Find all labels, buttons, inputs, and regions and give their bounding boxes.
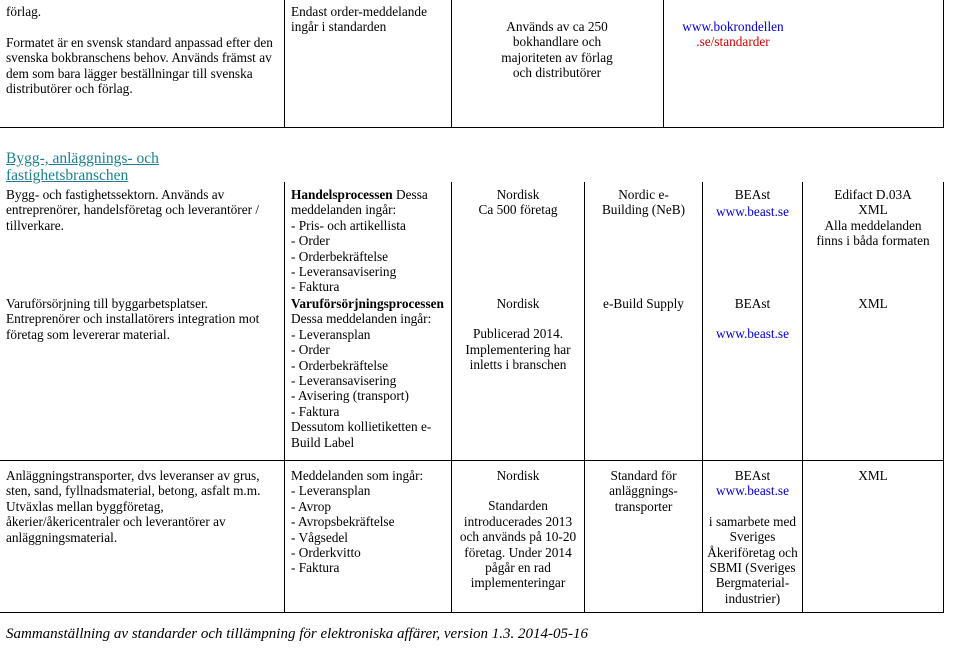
- text-line: Åkeriföretag och: [707, 544, 798, 560]
- text-line: Standard för: [610, 468, 677, 483]
- text-line: företag som levererar material.: [6, 326, 170, 342]
- text-line: Dessutom kollietiketten e-: [291, 419, 432, 435]
- text-line: - Vågsedel: [291, 529, 348, 545]
- process-title: Handelsprocessen: [291, 187, 393, 202]
- text-line: meddelanden ingår:: [291, 202, 397, 218]
- row-b-format: [803, 296, 943, 311]
- org-name: BEAst: [734, 296, 771, 311]
- text-line: Nordisk: [496, 468, 540, 483]
- text-line: distributörer och förlag.: [6, 81, 133, 97]
- text-line: åkerier/åkericentraler och leverantörer av: [6, 514, 226, 530]
- process-title-rest: Dessa: [392, 187, 428, 202]
- text-line: - Leveransplan: [291, 326, 371, 342]
- text-line: Dessa meddelanden ingår:: [291, 311, 432, 327]
- text-line: - Leveransplan: [291, 483, 371, 499]
- text-line: förlag.: [6, 4, 42, 19]
- text-line: Entreprenörer och installatörers integration mot: [6, 311, 260, 327]
- text-line: - Orderbekräftelse: [291, 357, 389, 373]
- text-line: - Leveransavisering: [291, 264, 397, 280]
- text-line: Bygg- och fastighetssektorn. Används av: [6, 187, 225, 202]
- text-line: SBMI (Sveriges: [709, 560, 796, 576]
- text-line: Formatet är en svensk standard anpassad efter den: [6, 34, 273, 50]
- text-line: ingår i standarden: [291, 19, 387, 35]
- text-line: Implementering har: [465, 341, 571, 357]
- text-line: finns i båda formaten: [816, 233, 930, 249]
- row-a-description: [6, 187, 282, 233]
- text-line: implementeringar: [470, 575, 566, 591]
- text-line: Varuförsörjning till byggarbetsplatser.: [6, 296, 208, 311]
- process-title: Varuförsörjningsprocessen: [291, 296, 444, 311]
- text-line: i samarbete med: [708, 513, 797, 529]
- text-line: industrier): [724, 590, 781, 606]
- text-line: Nordisk: [496, 187, 540, 202]
- text-line: och används på 10-20: [459, 529, 577, 545]
- row-c-region: [452, 468, 584, 591]
- text-line: XML: [858, 296, 888, 311]
- text-line: Edifact D.03A: [834, 187, 912, 202]
- col-divider-1b: [284, 182, 285, 612]
- rule-table-bottom: [0, 612, 944, 613]
- text-line: Ca 500 företag: [478, 202, 558, 218]
- row-a-region: [452, 187, 584, 218]
- text-line: Nordic e-: [618, 187, 669, 202]
- text-line: entreprenörer, handelsföretag och leverantörer /: [6, 202, 260, 218]
- col-divider-6b: [943, 182, 944, 612]
- row-b-region: [452, 296, 584, 373]
- bokrondellen-link-suffix[interactable]: .se/standarder: [696, 34, 770, 50]
- text-line: Anläggningstransporter, dvs leveranser av grus,: [6, 468, 260, 483]
- text-line: [6, 19, 282, 34]
- text-line: Standarden: [488, 498, 548, 514]
- text-line: introducerades 2013: [463, 513, 573, 529]
- text-line: - Faktura: [291, 403, 340, 419]
- page-footer: Sammanställning av standarder och tillämpning för elektroniska affärer, version 1.3. 2014-05-16: [6, 626, 589, 642]
- row-c-org: [703, 468, 802, 606]
- text-line: företag. Under 2014: [464, 544, 572, 560]
- top-description-cell: [6, 4, 282, 96]
- row-b-standard: [585, 296, 702, 311]
- row-c-process: [291, 468, 451, 576]
- beast-link[interactable]: www.beast.se: [716, 483, 789, 499]
- row-a-format: [803, 187, 943, 249]
- col-divider-1: [284, 0, 285, 127]
- text-line: pågår en rad: [485, 560, 551, 576]
- text-line: XML: [858, 468, 888, 483]
- text-line: tillverkare.: [6, 217, 64, 233]
- text-line: - Pris- och artikellista: [291, 217, 406, 233]
- top-link-cell[interactable]: [664, 19, 802, 50]
- org-name: BEAst: [734, 187, 771, 202]
- text-line: - Leveransavisering: [291, 373, 397, 389]
- row-b-description: [6, 296, 282, 342]
- text-line: - Order: [291, 342, 330, 358]
- bokrondellen-link[interactable]: www.bokrondellen: [682, 19, 784, 34]
- text-line: Building (NeB): [601, 202, 686, 218]
- col-divider-4: [943, 0, 944, 127]
- row-c-standard: [585, 468, 702, 514]
- text-line: anläggnings-: [609, 483, 678, 499]
- row-a-process: [291, 187, 451, 295]
- row-a-org: [703, 187, 802, 220]
- text-line: bokhandlare och: [512, 34, 602, 50]
- text-line: sten, sand, fyllnadsmaterial, betong, asfalt m.m.: [6, 483, 261, 499]
- text-line: - Avisering (transport): [291, 388, 409, 404]
- row-c-description: [6, 468, 282, 545]
- text-line: - Avrop: [291, 498, 332, 514]
- text-line: Sveriges: [729, 529, 776, 545]
- text-line: XML: [858, 202, 888, 218]
- row-b-process: [291, 296, 451, 450]
- text-line: e-Build Supply: [603, 296, 684, 311]
- text-line: anläggningsmaterial.: [6, 529, 118, 545]
- text-line: - Faktura: [291, 279, 340, 295]
- text-line: Bergmaterial-: [715, 575, 790, 591]
- text-line: och distributörer: [512, 65, 602, 81]
- text-line: - Order: [291, 233, 330, 249]
- section-title: Bygg-, anläggnings- och fastighetsbranschen: [6, 150, 159, 184]
- text-line: inletts i branschen: [469, 357, 567, 373]
- text-line: Används av ca 250: [506, 19, 608, 34]
- text-line: Alla meddelanden: [824, 217, 922, 233]
- rule-top-row-bottom: [0, 127, 944, 128]
- top-messages-cell: [291, 4, 449, 35]
- row-c-format: [803, 468, 943, 483]
- col-divider-3b: [584, 182, 585, 612]
- text-line: dem som bara lägger beställningar till svenska: [6, 65, 253, 81]
- text-line: Nordisk: [496, 296, 540, 311]
- text-line: - Orderbekräftelse: [291, 248, 389, 264]
- text-line: Build Label: [291, 434, 355, 450]
- text-line: Endast order-meddelande: [291, 4, 427, 19]
- beast-link[interactable]: www.beast.se: [716, 326, 789, 342]
- text-line: Utväxlas mellan byggföretag,: [6, 498, 164, 514]
- text-line: majoriteten av förlag: [501, 49, 613, 65]
- text-line: - Avropsbekräftelse: [291, 514, 395, 530]
- text-line: - Orderkvitto: [291, 545, 361, 561]
- text-line: Publicerad 2014.: [472, 326, 564, 342]
- text-line: transporter: [614, 498, 673, 514]
- text-line: - Faktura: [291, 560, 340, 576]
- org-name: BEAst: [734, 468, 771, 483]
- top-usage-cell: [452, 19, 662, 81]
- row-a-standard: [585, 187, 702, 218]
- text-line: svenska bokbranschens behov. Används främst av: [6, 50, 272, 66]
- text-line: Meddelanden som ingår:: [291, 468, 424, 483]
- row-b-org: [703, 296, 802, 342]
- beast-link[interactable]: www.beast.se: [716, 204, 789, 220]
